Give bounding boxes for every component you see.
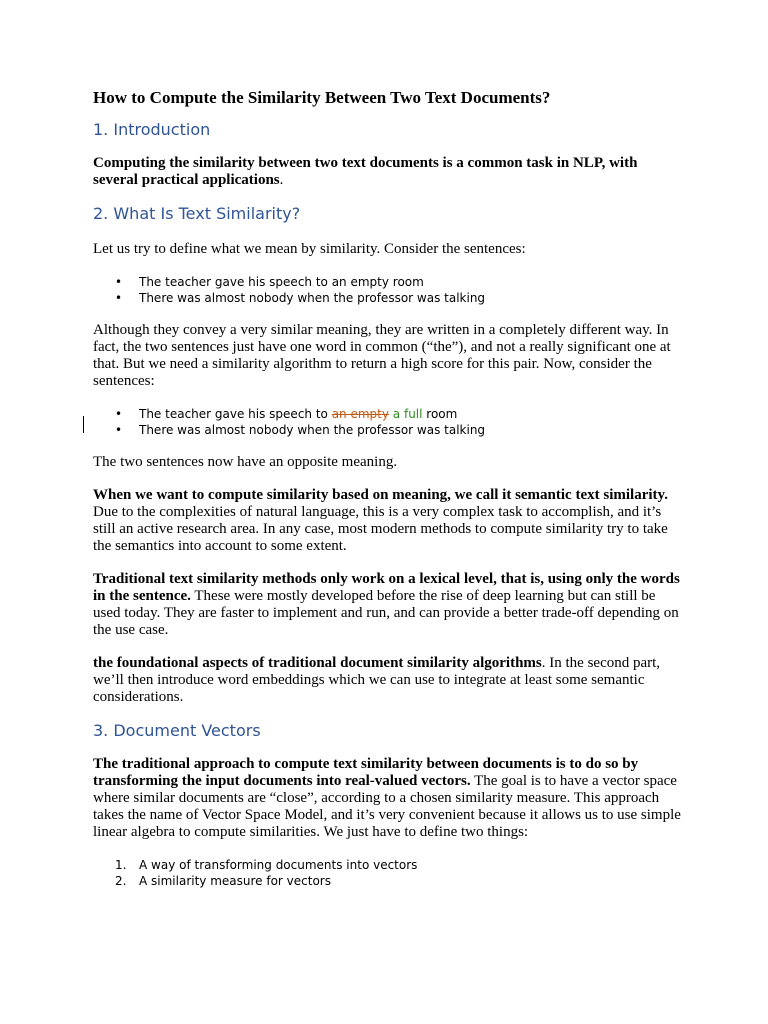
paragraph-intro <box>93 155 683 189</box>
list-item-text: A way of transforming documents into vectors <box>139 858 418 872</box>
list-item-text: room <box>422 407 458 421</box>
text-cursor <box>83 416 84 433</box>
inserted-text: a full <box>388 407 423 421</box>
deleted-text: an empty <box>331 407 389 421</box>
intro-end-text: . <box>279 172 284 188</box>
document-title: How to Compute the Similarity Between Two Text Documents? <box>93 88 551 107</box>
list-number: 2. <box>115 874 127 888</box>
paragraph-semantic <box>93 487 683 555</box>
traditional-bold-text: Traditional text similarity methods only work on a lexical level, that is, using only the words in the sentence. <box>93 571 680 604</box>
vectors-text: The goal is to have a vector space where similar documents are “close”, according to a chosen similarity measure. This approach takes the name of Vector Space Model, and it’s very convenient because it allows us to use simple linear algebra to compute similarities. We just have to define two things: <box>93 773 681 840</box>
foundational-text: . In the second part, we’ll then introduce word embeddings which we can use to integrate at least some semantic considerations. <box>93 655 661 705</box>
list-item-tracked-change <box>93 406 683 422</box>
list-item-text: A similarity measure for vectors <box>139 874 331 888</box>
semantic-text: Due to the complexities of natural language, this is a very complex task to accomplish, and it’s still an active research area. In any case, most modern methods to compute similarity try to take the semantics into account to some extent. <box>93 504 668 554</box>
document-body <box>93 86 683 889</box>
paragraph-traditional <box>93 571 683 639</box>
list-item: • There was almost nobody when the professor was talking <box>93 422 683 438</box>
heading-introduction: 1. Introduction <box>93 120 211 139</box>
heading-document-vectors: 3. Document Vectors <box>93 721 261 740</box>
semantic-bold-text: When we want to compute similarity based on meaning, we call it semantic text similarity. <box>93 487 668 503</box>
numbered-list <box>93 857 683 889</box>
list-item <box>93 873 683 889</box>
list-item-text: The teacher gave his speech to <box>139 407 332 421</box>
foundational-bold-text: the foundational aspects of traditional document similarity algorithms <box>93 655 542 671</box>
heading-what-is-text-similarity: 2. What Is Text Similarity? <box>93 204 301 223</box>
paragraph-opposite: The two sentences now have an opposite meaning. <box>93 454 398 470</box>
sentence-list-1 <box>93 274 683 306</box>
list-item <box>93 857 683 873</box>
list-number: 1. <box>115 858 127 872</box>
paragraph-define: Let us try to define what we mean by similarity. Consider the sentences: <box>93 241 526 257</box>
paragraph-foundational <box>93 655 683 706</box>
list-item: • The teacher gave his speech to an empty room <box>93 274 683 290</box>
sentence-list-2 <box>93 406 683 438</box>
vectors-bold-text: The traditional approach to compute text similarity between documents is to do so by transforming the input documents into real-valued vectors. <box>93 756 639 789</box>
paragraph-although: Although they convey a very similar meaning, they are written in a completely different way. In fact, the two sentences just have one word in common (“the”), and not a really significant one at that. But we need a similarity algorithm to return a high score for this pair. Now, consider the sentences: <box>93 322 671 389</box>
traditional-text: These were mostly developed before the rise of deep learning but can still be used today. They are faster to implement and run, and can provide a better trade-off depending on the use case. <box>93 588 679 638</box>
intro-bold-text: Computing the similarity between two text documents is a common task in NLP, with several practical applications <box>93 155 638 188</box>
paragraph-vectors <box>93 756 683 841</box>
list-item: • There was almost nobody when the professor was talking <box>93 290 683 306</box>
